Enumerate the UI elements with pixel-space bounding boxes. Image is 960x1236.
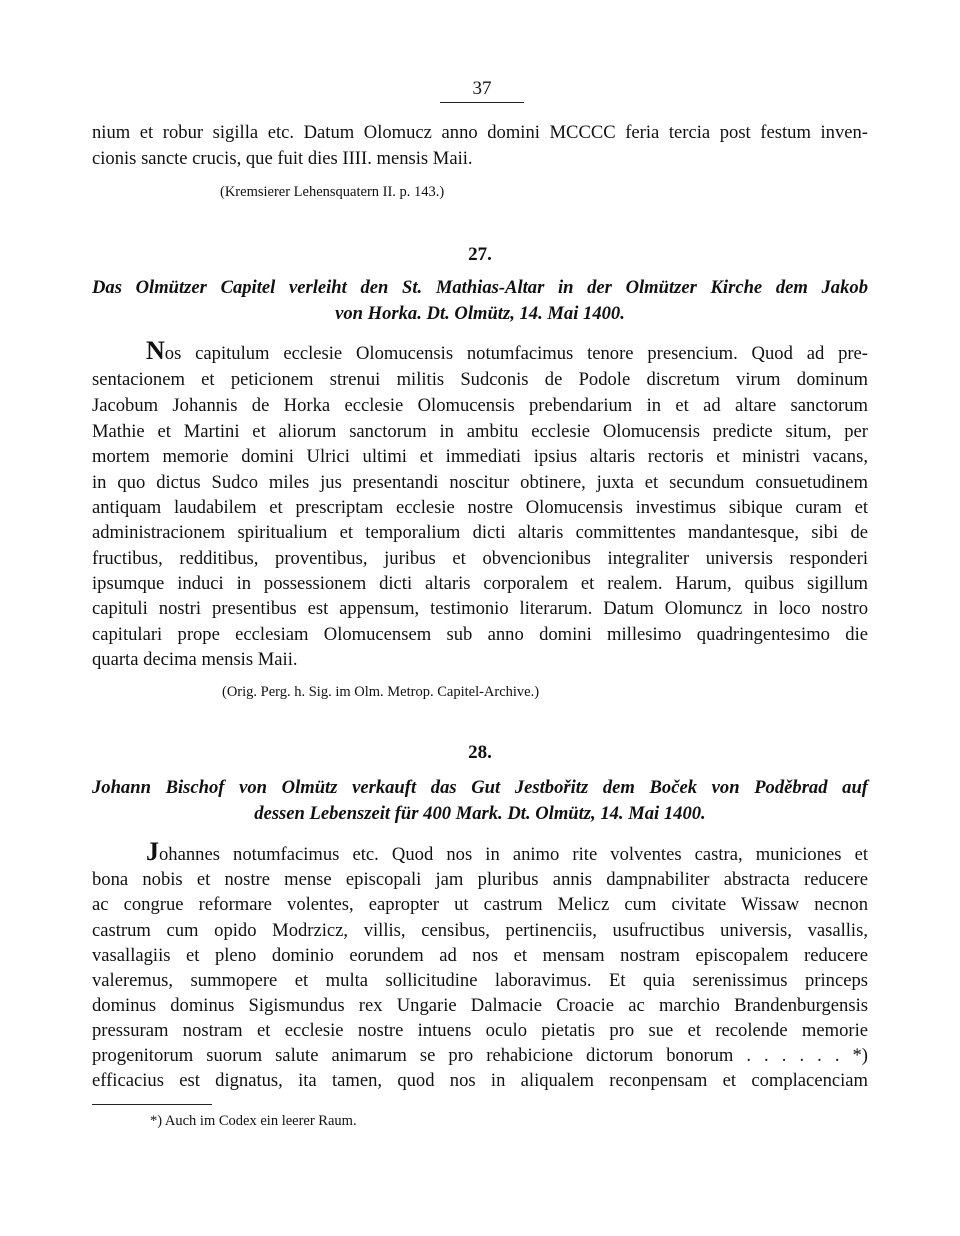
body-line: castrum cum opido Modrzicz, villis, censibus, pertinenciis, usufructibus universis, vasallis, bbox=[92, 920, 868, 941]
body-line: bona nobis et nostre mense episcopali jam pluribus annis dampnabiliter abstracta reducere bbox=[92, 869, 868, 890]
body-line: pressuram nostram et ecclesie nostre intuens oculo pietatis pro sue et recolende memorie bbox=[92, 1020, 868, 1041]
body-line: in quo dictus Sudco miles jus presentandi noscitur obtinere, juxta et secundum consuetudinem bbox=[92, 472, 868, 493]
body-line: progenitorum suorum salute animarum se pro rehabicione dictorum bonorum . . . . . . *) bbox=[92, 1045, 868, 1066]
body-line: mortem memorie domini Ulrici ultimi et immediati ipsius altaris rectoris et ministri vacans, bbox=[92, 446, 868, 467]
body-line: fructibus, redditibus, proventibus, juribus et obvencionibus integraliter universis responderi bbox=[92, 548, 868, 569]
body-line: valeremus, summopere et multa sollicitudine laboravimus. Et quia serenissimus princeps bbox=[92, 970, 868, 991]
footnote: *) Auch im Codex ein leerer Raum. bbox=[150, 1113, 357, 1129]
body-line: quarta decima mensis Maii. bbox=[92, 649, 298, 670]
drop-initial: J bbox=[146, 837, 159, 866]
page-number: 37 bbox=[472, 78, 492, 99]
body-line: capituli nostri presentibus est appensum, testimonio literarum. Datum Olomuncz in loco nostro bbox=[92, 598, 868, 619]
body-line: vasallagiis et pleno dominio eorundem ad nos et mensam nostram episcopalem reducere bbox=[92, 945, 868, 966]
source-citation: (Orig. Perg. h. Sig. im Olm. Metrop. Capitel-Archive.) bbox=[222, 684, 540, 700]
body-line: administracionem spiritualium et temporalium dicti altaris committentes mandantesque, sibi de bbox=[92, 522, 868, 543]
source-citation: (Kremsierer Lehensquatern II. p. 143.) bbox=[220, 184, 445, 200]
document-title-line: Johann Bischof von Olmütz verkauft das Gut Jestbořitz dem Boček von Poděbrad auf bbox=[92, 777, 868, 798]
body-line: sentacionem et peticionem strenui militis Sudconis de Podole discretum virum dominum bbox=[92, 369, 868, 390]
body-line: capitulari prope ecclesiam Olomucensem sub anno domini millesimo quadringentesimo die bbox=[92, 624, 868, 645]
continuation-line: cionis sancte crucis, que fuit dies IIII. mensis Maii. bbox=[92, 148, 473, 169]
page-number-rule bbox=[440, 102, 524, 103]
body-first-line bbox=[146, 837, 868, 868]
body-line: ac congrue reformare volentes, eapropter ut castrum Melicz cum civitate Wissaw necnon bbox=[92, 894, 868, 915]
document-title-line: Das Olmützer Capitel verleiht den St. Mathias-Altar in der Olmützer Kirche dem Jakob bbox=[92, 277, 868, 298]
body-line: os capitulum ecclesie Olomucensis notumfacimus tenore presencium. Quod ad pre- bbox=[164, 343, 868, 364]
document-title-line: dessen Lebenszeit für 400 Mark. Dt. Olmütz, 14. Mai 1400. bbox=[254, 803, 706, 824]
continuation-line: nium et robur sigilla etc. Datum Olomucz anno domini MCCCC feria tercia post festum inven- bbox=[92, 122, 868, 143]
body-line: ipsumque induci in possessionem dicti altaris corporalem et realem. Harum, quibus sigillum bbox=[92, 573, 868, 594]
body-first-line bbox=[146, 336, 868, 367]
document-title-line: von Horka. Dt. Olmütz, 14. Mai 1400. bbox=[335, 303, 625, 324]
body-line: efficacius est dignatus, ita tamen, quod nos in aliqualem reconpensam et complacenciam bbox=[92, 1070, 868, 1091]
document-number: 27. bbox=[468, 244, 492, 265]
drop-initial: N bbox=[146, 336, 165, 365]
body-line: Mathie et Martini et aliorum sanctorum in ambitu ecclesie Olomucensis predicte situm, per bbox=[92, 421, 868, 442]
body-line: Jacobum Johannis de Horka ecclesie Olomucensis prebendarium in et ad altare sanctorum bbox=[92, 395, 868, 416]
footnote-rule bbox=[92, 1104, 212, 1105]
body-line: antiquam laudabilem et prescriptam ecclesie nostre Olomucensis investimus sibique curam et bbox=[92, 497, 868, 518]
document-number: 28. bbox=[468, 742, 492, 763]
body-line: ohannes notumfacimus etc. Quod nos in animo rite volventes castra, municiones et bbox=[159, 844, 868, 865]
body-line: dominus dominus Sigismundus rex Ungarie Dalmacie Croacie ac marchio Brandenburgensis bbox=[92, 995, 868, 1016]
